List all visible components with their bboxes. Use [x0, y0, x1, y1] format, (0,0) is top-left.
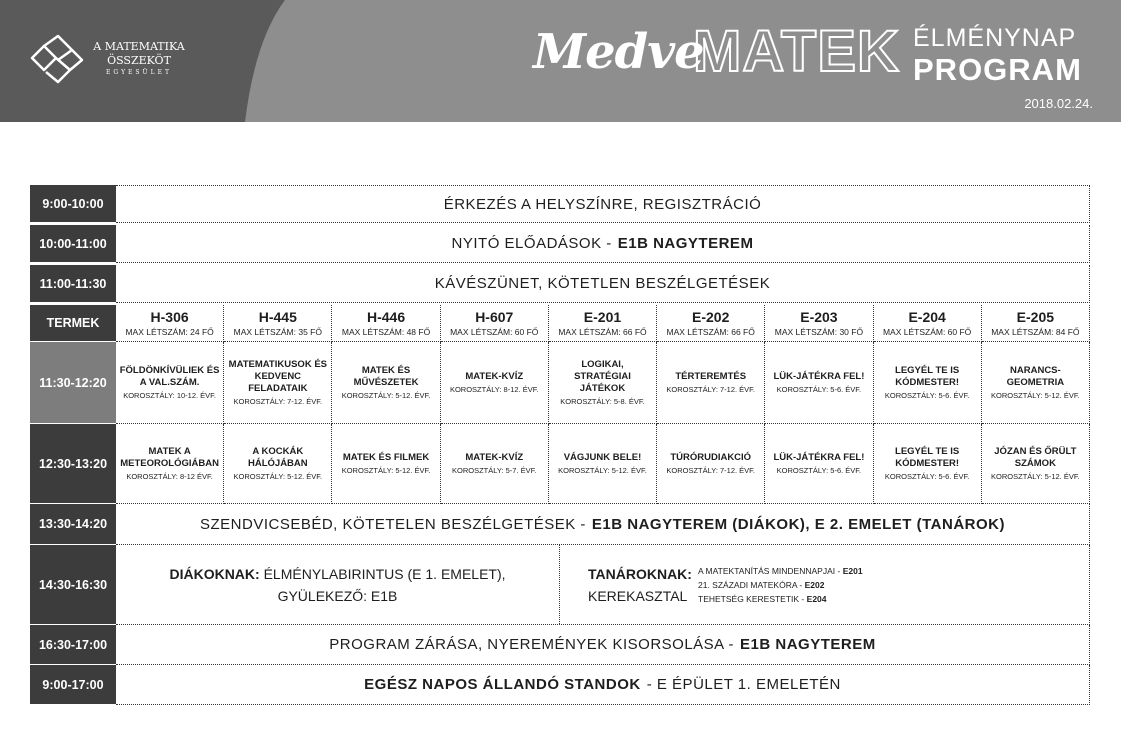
- room-cell: [765, 305, 873, 342]
- row-content: [116, 265, 1090, 303]
- row-location: E1B NAGYTEREM: [740, 636, 876, 653]
- title-elmenynap: ÉLMÉNYNAP: [913, 24, 1077, 52]
- session-title: A KOCKÁK HÁLÓJÁBAN: [248, 446, 308, 469]
- row-content: [116, 185, 1090, 223]
- teachers-program: [560, 545, 1089, 624]
- session-title: LÜK-JÁTÉKRA FEL!: [773, 371, 865, 382]
- session-cell: [332, 424, 440, 504]
- page-header: [0, 0, 1121, 122]
- room-code: H-446: [366, 309, 406, 325]
- room-capacity: MAX LÉTSZÁM: 24 FŐ: [125, 327, 214, 337]
- session-cell: [332, 342, 440, 424]
- session-age: KOROSZTÁLY: 7-12. ÉVF.: [666, 466, 756, 475]
- title-program: PROGRAM: [913, 52, 1082, 87]
- session-title: MATEK-KVÍZ: [465, 452, 524, 463]
- session-title: JÓZAN ÉS ŐRÜLT SZÁMOK: [994, 446, 1077, 469]
- room-capacity: MAX LÉTSZÁM: 84 FŐ: [991, 327, 1080, 337]
- session-row: [30, 342, 1090, 424]
- schedule-row: [30, 665, 1090, 705]
- title-matek: MATEK: [693, 19, 900, 84]
- org-name-line3: EGYESÜLET: [106, 69, 172, 76]
- room-code: E-202: [692, 309, 730, 325]
- room-capacity: MAX LÉTSZÁM: 30 FŐ: [774, 327, 864, 337]
- schedule-row: [30, 625, 1090, 665]
- roundtable-item: A MATEKTANÍTÁS MINDENNAPJAI - E201: [698, 565, 863, 576]
- roundtable-list: [698, 564, 863, 606]
- session-title: LOGIKAI, STRATÉGIAI JÁTÉKOK: [574, 359, 631, 394]
- room-capacity: MAX LÉTSZÁM: 66 FŐ: [558, 327, 647, 337]
- session-age: KOROSZTÁLY: 5-6. ÉVF.: [776, 385, 862, 394]
- row-text: PROGRAM ZÁRÁSA, NYEREMÉNYEK KISORSOLÁSA -: [329, 636, 735, 653]
- event-title: [533, 16, 1093, 116]
- time-slot: 14:30-16:30: [30, 545, 116, 625]
- row-content: [116, 665, 1090, 705]
- students-label: DIÁKOKNAK:: [169, 565, 260, 582]
- students-meeting: GYÜLEKEZŐ: E1B: [277, 587, 398, 604]
- room-cell: [116, 305, 224, 342]
- session-title: MATEK ÉS MŰVÉSZETEK: [353, 365, 419, 388]
- row-content: [116, 504, 1090, 545]
- room-code: H-306: [150, 309, 189, 325]
- room-cell: [982, 305, 1090, 342]
- row-text: NYITÓ ELŐADÁSOK -: [451, 235, 612, 252]
- rooms-row: [30, 305, 1090, 342]
- room-cell: [332, 305, 440, 342]
- session-cell: [657, 424, 765, 504]
- schedule-row: [30, 504, 1090, 545]
- org-name: [92, 40, 186, 78]
- row-content: [116, 625, 1090, 665]
- session-age: KOROSZTÁLY: 8-12 ÉVF.: [126, 472, 213, 481]
- session-cell: [982, 424, 1090, 504]
- row-text: ÉRKEZÉS A HELYSZÍNRE, REGISZTRÁCIÓ: [443, 195, 762, 213]
- session-age: KOROSZTÁLY: 5-6. ÉVF.: [884, 391, 970, 400]
- schedule-row: [30, 225, 1090, 263]
- room-cell: [874, 305, 982, 342]
- room-code: H-607: [475, 309, 514, 325]
- row-highlight: EGÉSZ NAPOS ÁLLANDÓ STANDOK: [364, 676, 641, 693]
- session-title: NARANCS-GEOMETRIA: [1006, 365, 1065, 388]
- session-row: [30, 424, 1090, 504]
- teachers-subtitle: KEREKASZTAL: [588, 587, 688, 604]
- session-cell: [549, 424, 657, 504]
- session-age: KOROSZTÁLY: 10-12. ÉVF.: [123, 391, 217, 400]
- time-slot: 10:00-11:00: [30, 225, 116, 263]
- org-name-line1: A MATEMATIKA: [93, 40, 185, 53]
- session-age: KOROSZTÁLY: 5-6. ÉVF.: [884, 472, 970, 481]
- time-slot: 9:00-17:00: [30, 665, 116, 705]
- session-title: TÉRTEREMTÉS: [675, 371, 747, 382]
- session-age: KOROSZTÁLY: 8-12. ÉVF.: [449, 385, 539, 394]
- session-title: LEGYÉL TE IS KÓDMESTER!: [895, 446, 960, 469]
- session-cell: [116, 424, 224, 504]
- rooms-label: TERMEK: [30, 305, 116, 342]
- session-cell: [116, 342, 224, 424]
- teachers-label: TANÁROKNAK:: [588, 565, 692, 582]
- event-date: 2018.02.24.: [1024, 96, 1093, 111]
- room-code: E-204: [908, 309, 946, 325]
- session-cell: [765, 424, 873, 504]
- session-cell: [874, 342, 982, 424]
- room-cell: [441, 305, 549, 342]
- session-age: KOROSZTÁLY: 5-12. ÉVF.: [991, 391, 1080, 400]
- time-slot: 13:30-14:20: [30, 504, 116, 545]
- time-slot: 12:30-13:20: [30, 424, 116, 504]
- row-text: - E ÉPÜLET 1. EMELETÉN: [646, 676, 841, 693]
- time-slot: 16:30-17:00: [30, 625, 116, 665]
- schedule-row: [30, 185, 1090, 223]
- session-cell: [224, 424, 332, 504]
- time-slot: 11:30-12:20: [30, 342, 116, 424]
- room-code: E-205: [1016, 309, 1055, 325]
- row-text: SZENDVICSEBÉD, KÖTETELEN BESZÉLGETÉSEK -: [199, 515, 586, 533]
- students-text: ÉLMÉNYLABIRINTUS (E 1. EMELET),: [263, 565, 506, 582]
- session-age: KOROSZTÁLY: 5-8. ÉVF.: [560, 397, 645, 406]
- room-capacity: MAX LÉTSZÁM: 35 FŐ: [233, 327, 322, 337]
- session-title: TÚRÓRUDIAKCIÓ: [670, 452, 752, 463]
- row-location: E1B NAGYTEREM: [617, 235, 754, 252]
- room-code: E-203: [800, 309, 838, 325]
- row-text: KÁVÉSZÜNET, KÖTETLEN BESZÉLGETÉSEK: [434, 275, 771, 292]
- title-medve: Medve: [533, 24, 704, 80]
- session-cell: [441, 342, 549, 424]
- session-title: LEGYÉL TE IS KÓDMESTER!: [895, 365, 960, 388]
- afternoon-row: [30, 545, 1090, 625]
- time-slot: 9:00-10:00: [30, 185, 116, 223]
- session-age: KOROSZTÁLY: 5-6. ÉVF.: [776, 466, 862, 475]
- session-age: KOROSZTÁLY: 5-12. ÉVF.: [341, 466, 431, 475]
- room-capacity: MAX LÉTSZÁM: 48 FŐ: [341, 327, 431, 337]
- room-cell: [657, 305, 765, 342]
- room-capacity: MAX LÉTSZÁM: 66 FŐ: [666, 327, 755, 337]
- session-age: KOROSZTÁLY: 5-12. ÉVF.: [991, 472, 1080, 481]
- row-content: [116, 225, 1090, 263]
- schedule-row: [30, 265, 1090, 303]
- session-cell: [549, 342, 657, 424]
- session-title: LÜK-JÁTÉKRA FEL!: [773, 452, 865, 463]
- session-age: KOROSZTÁLY: 5-12. ÉVF.: [558, 466, 647, 475]
- session-cell: [982, 342, 1090, 424]
- session-cell: [657, 342, 765, 424]
- row-location: E1B NAGYTEREM (DIÁKOK), E 2. EMELET (TANÁROK): [591, 515, 1005, 533]
- session-cell: [765, 342, 873, 424]
- session-title: MATEK ÉS FILMEK: [342, 452, 430, 463]
- room-cell: [224, 305, 332, 342]
- session-age: KOROSZTÁLY: 7-12. ÉVF.: [666, 385, 756, 394]
- session-title: MATEK-KVÍZ: [465, 371, 524, 382]
- session-age: KOROSZTÁLY: 5-12. ÉVF.: [341, 391, 431, 400]
- org-logo: [28, 30, 198, 90]
- session-age: KOROSZTÁLY: 7-12. ÉVF.: [233, 397, 323, 406]
- time-slot: 11:00-11:30: [30, 265, 116, 303]
- logo-cube-icon: [28, 32, 86, 88]
- room-code: E-201: [583, 309, 622, 325]
- session-title: MATEMATIKUSOK ÉS KEDVENC FELADATAIK: [228, 359, 327, 394]
- session-age: KOROSZTÁLY: 5-7. ÉVF.: [452, 466, 537, 475]
- session-age: KOROSZTÁLY: 5-12. ÉVF.: [233, 472, 323, 481]
- room-capacity: MAX LÉTSZÁM: 60 FŐ: [882, 327, 972, 337]
- session-cell: [224, 342, 332, 424]
- session-title: MATEK A METEOROLÓGIÁBAN: [120, 446, 219, 469]
- session-cell: [874, 424, 982, 504]
- room-capacity: MAX LÉTSZÁM: 60 FŐ: [450, 327, 539, 337]
- roundtable-item: 21. SZÁZADI MATEKÓRA - E202: [698, 579, 825, 590]
- session-title: VÁGJUNK BELE!: [563, 452, 642, 463]
- session-cell: [441, 424, 549, 504]
- session-title: FÖLDÖNKÍVÜLIEK ÉS A VAL.SZÁM.: [119, 365, 220, 388]
- room-code: H-445: [258, 309, 297, 325]
- students-program: [116, 545, 560, 624]
- room-cell: [549, 305, 657, 342]
- roundtable-item: TEHETSÉG KERESTETIK - E204: [698, 593, 827, 604]
- org-name-line2: ÖSSZEKÖT: [107, 54, 171, 67]
